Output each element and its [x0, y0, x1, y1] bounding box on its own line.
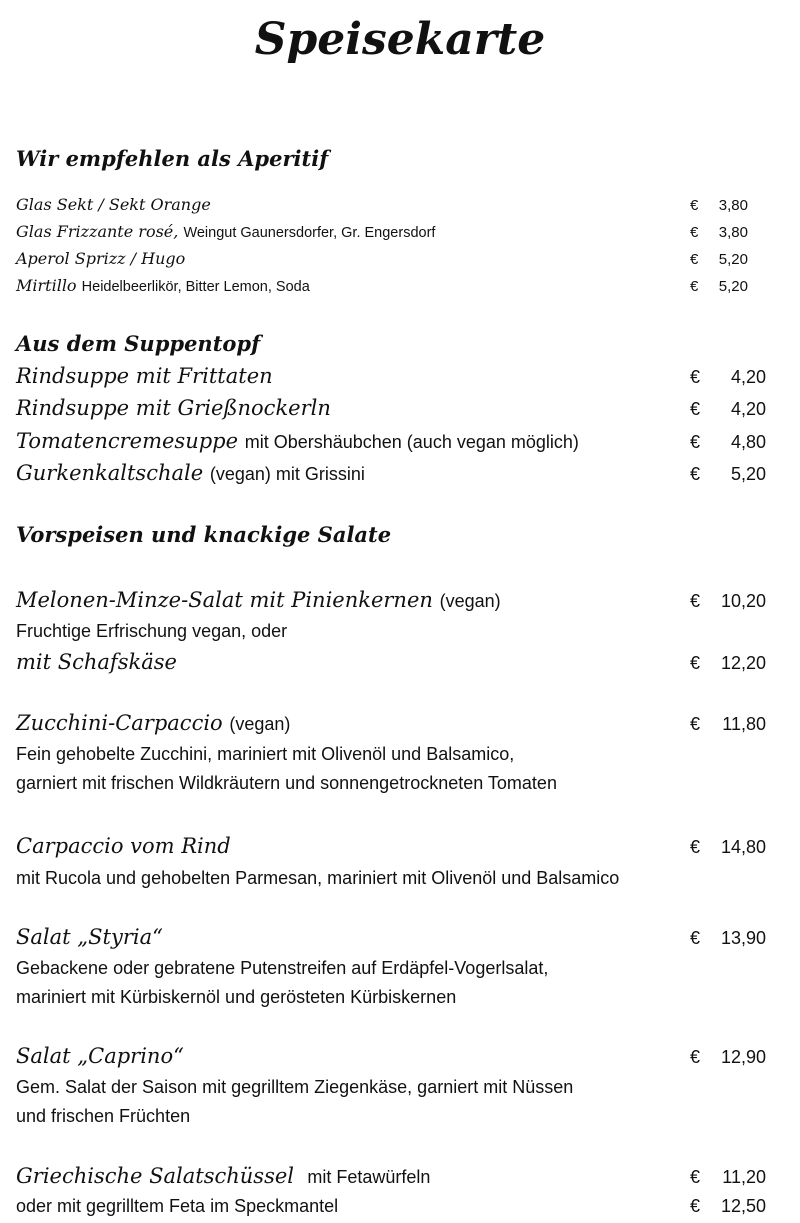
menu-item-description: Fein gehobelte Zucchini, mariniert mit Olivenöl und Balsamico,	[16, 744, 515, 764]
menu-item-price: € 5,20	[690, 251, 748, 268]
menu-item-price: € 11,80	[690, 714, 766, 734]
menu-item-name: Glas Frizzante rosé, Weingut Gaunersdorfer, Gr. Engersdorf	[16, 222, 436, 241]
menu-item-price: € 5,20	[690, 278, 748, 295]
menu-item-name: Rindsuppe mit Frittaten	[16, 364, 273, 388]
menu-item-description: oder mit gegrilltem Feta im Speckmantel	[16, 1196, 339, 1216]
section-heading-aperitif: Wir empfehlen als Aperitif	[16, 146, 329, 171]
menu-item-price: € 3,80	[690, 224, 748, 241]
page-title: Speisekarte	[254, 14, 546, 65]
menu-item-description: mit Rucola und gehobelten Parmesan, mariniert mit Olivenöl und Balsamico	[16, 868, 620, 888]
section-heading-starters: Vorspeisen und knackige Salate	[16, 522, 392, 547]
menu-item-name: Tomatencremesuppe mit Obershäubchen (auch vegan möglich)	[16, 429, 579, 453]
menu-item-name: Salat „Caprino“	[16, 1044, 184, 1068]
menu-item-name: Gurkenkaltschale (vegan) mit Grissini	[16, 461, 365, 485]
menu-item-description: garniert mit frischen Wildkräutern und sonnengetrockneten Tomaten	[16, 773, 557, 793]
menu-item-name: Zucchini-Carpaccio (vegan)	[16, 711, 291, 735]
menu-item-price: € 12,90	[690, 1047, 766, 1067]
menu-item-price: € 14,80	[690, 837, 766, 857]
menu-item-description: Gem. Salat der Saison mit gegrilltem Ziegenkäse, garniert mit Nüssen	[16, 1077, 574, 1097]
menu-item-name: Aperol Sprizz / Hugo	[16, 249, 186, 268]
menu-item-price: € 4,20	[690, 399, 766, 419]
menu-item-price: € 13,90	[690, 928, 766, 948]
menu-item-description: Gebackene oder gebratene Putenstreifen auf Erdäpfel-Vogerlsalat,	[16, 958, 549, 978]
menu-item-name: Melonen-Minze-Salat mit Pinienkernen (vegan)	[16, 588, 501, 612]
menu-item-description: Fruchtige Erfrischung vegan, oder	[16, 621, 288, 641]
menu-item-description: und frischen Früchten	[16, 1106, 191, 1126]
menu-item-price: € 3,80	[690, 197, 748, 214]
menu-item-variant: mit Schafskäse	[16, 650, 177, 674]
menu-item-price: € 12,50	[690, 1196, 766, 1216]
menu-item-price: € 4,80	[690, 432, 766, 452]
menu-item-name: Salat „Styria“	[16, 925, 163, 949]
menu-item-name: Rindsuppe mit Grießnockerln	[16, 396, 331, 420]
menu-item-name: Mirtillo Heidelbeerlikör, Bitter Lemon, Soda	[16, 276, 310, 295]
menu-item-name: Carpaccio vom Rind	[16, 834, 231, 858]
menu-item-price: € 4,20	[690, 367, 766, 387]
menu-item-price: € 5,20	[690, 464, 766, 484]
menu-item-description: mariniert mit Kürbiskernöl und gerösteten Kürbiskernen	[16, 987, 457, 1007]
menu-item-name: Glas Sekt / Sekt Orange	[16, 195, 211, 214]
menu-item-name: Griechische Salatschüssel mit Fetawürfeln	[16, 1164, 431, 1188]
section-heading-soups: Aus dem Suppentopf	[16, 331, 261, 356]
menu-item-price: € 12,20	[690, 653, 766, 673]
menu-item-price: € 11,20	[690, 1167, 766, 1187]
menu-item-price: € 10,20	[690, 591, 766, 611]
